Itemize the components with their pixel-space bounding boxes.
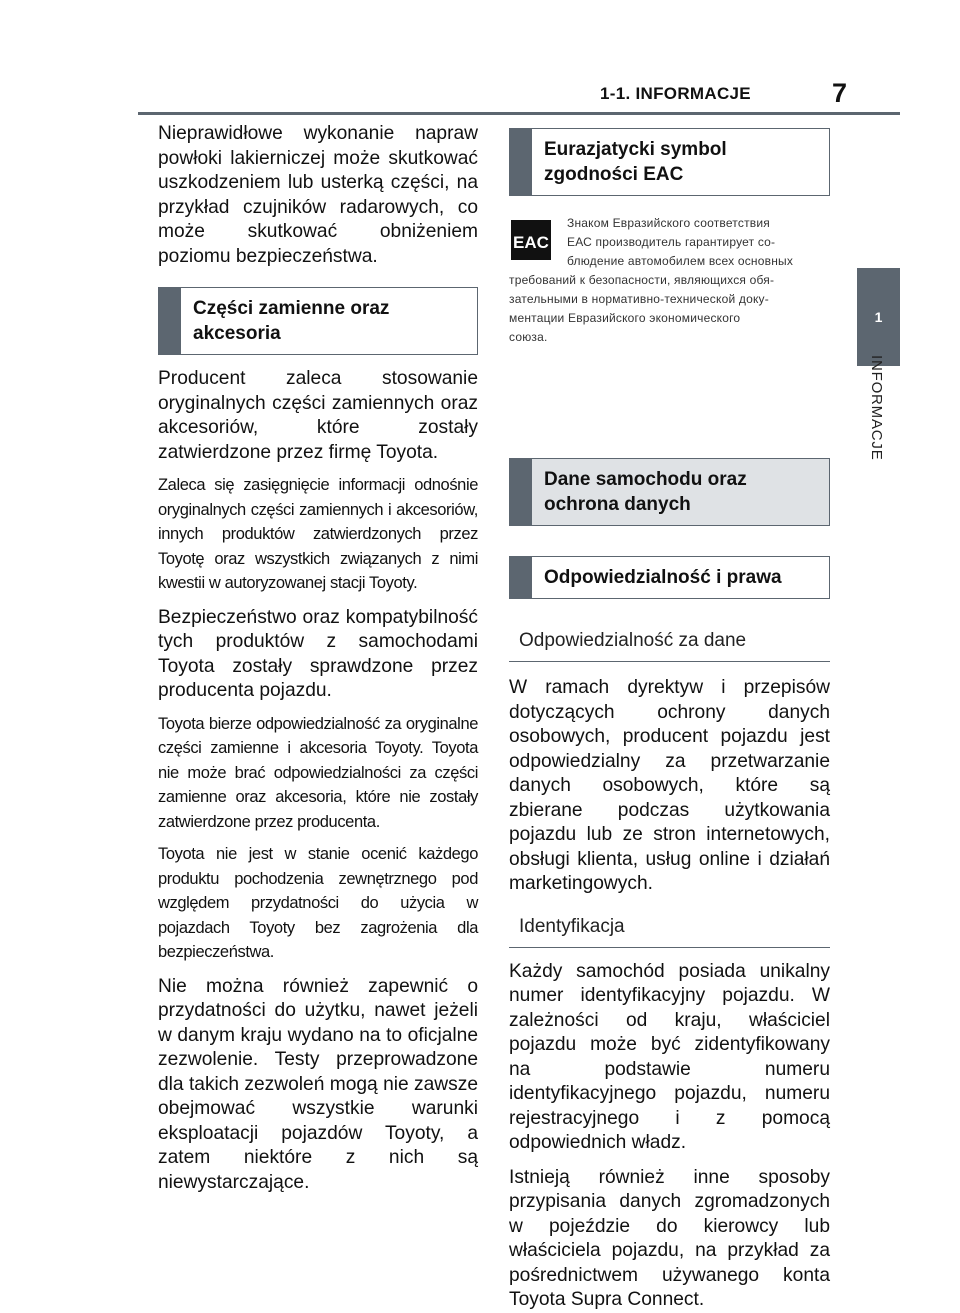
eac-text-line: союза. (509, 330, 548, 344)
spare-parts-heading (158, 287, 478, 355)
spare-parts-paragraph-5: Toyota nie jest w stanie ocenić każdego produktu pochodzenia zewnętrznego pod względem przydatności do użycia w pojazdach Toyoty bez zagrożenia dla bezpieczeństwa. (158, 845, 478, 961)
eac-text-line: ЕАС производитель гарантирует со- (567, 235, 776, 249)
eac-text-line: блюдение автомобилем всех основных (567, 254, 794, 268)
eac-text-line: Знаком Евразийского соответствия (567, 216, 770, 230)
spare-parts-heading-text: Części zamienne oraz akcesoria (193, 298, 390, 344)
intro-paragraph: Nieprawidłowe wykonanie napraw powłoki lakierniczej może skutkować uszkodzeniem lub usterką części, na przykład czujników radarowych, co może skutkować obniżeniem poziomu bezpieczeństwa. (158, 123, 478, 267)
eac-heading (509, 128, 830, 196)
data-responsibility-paragraph: W ramach dyrektyw i przepisów dotyczących ochrony danych osobowych, producent pojazdu jest odpowiedzialny za przetwarzanie danych osobowych, które są zbierane podczas użytkowania pojazdu lub ze stron internetowych, obsługi klienta, usług online i działań marketingowych. (509, 677, 830, 894)
eac-text-line: ментации Евразийского экономического (509, 311, 741, 325)
eac-russian-text (509, 214, 830, 347)
heading-bar (510, 459, 532, 525)
spare-parts-paragraph-2: Zaleca się zasięgnięcie informacji odnośnie oryginalnych części zamiennych i akcesoriów, innych produktów zatwierdzonych przez Toyotę oraz wszystkich związanych z nimi kwestii w autoryzowanej stacji Toyoty. (158, 476, 478, 592)
spare-parts-paragraph-1: Producent zaleca stosowanie oryginalnych części zamiennych oraz akcesoriów, które zostały zatwierdzone przez firmę Toyota. (158, 368, 478, 463)
eac-heading-text: Eurazjatycki symbol zgodności EAC (544, 139, 727, 185)
left-column (158, 122, 478, 1195)
spare-parts-paragraph-4: Toyota bierze odpowiedzialność za oryginalne części zamienne i akcesoria Toyoty. Toyota nie może brać odpowiedzialności za części zamienne oraz akcesoria, które nie zostały zatwierdzone przez producenta. (158, 714, 478, 831)
identification-paragraph-1: Każdy samochód posiada unikalny numer identyfikacyjny pojazdu. W zależności od kraju, właściciel pojazdu może być zidentyfikowany na podstawie numeru identyfikacyjnego pojazdu, numeru rejestracyjnego i z pomocą odpowiednich władz. (509, 960, 830, 1153)
identification-paragraph-2: Istnieją również inne sposoby przypisania danych zgromadzonych w pojeździe do kierowcy lub właściciela pojazdu, na przykład za pośrednictwem używanego konta Toyota Supra Connect. (509, 1166, 830, 1310)
eac-logo (511, 220, 551, 260)
identification-subheading: Identyfikacja (509, 915, 830, 948)
data-protection-heading-text: Dane samochodu oraz ochrona danych (544, 469, 747, 515)
data-protection-heading (509, 458, 830, 526)
spare-parts-paragraph-3: Bezpieczeństwo oraz kompatybilność tych produktów z samochodami Toyota zostały sprawdzone przez producenta pojazdu. (158, 606, 478, 701)
eac-logo-text: EAC (513, 233, 549, 252)
eac-text-line: зательными в нормативно-технической доку- (509, 292, 769, 306)
chapter-tab-label: INFORMACJE (868, 355, 885, 461)
page-number: 7 (832, 78, 848, 108)
data-responsibility-subheading: Odpowiedzialność za dane (509, 629, 830, 662)
heading-bar (510, 557, 532, 598)
heading-bar (510, 129, 532, 195)
spare-parts-paragraph-6: Nie można również zapewnić o przydatności do użytku, nawet jeżeli w danym kraju wydano na to oficjalne zezwolenie. Testy przeprowadzone dla takich zezwoleń mogą nie zawsze obejmować wszystkie warunki eksploatacji pojazdów Toyoty, a zatem niektóre z nich są niewystarczające. (158, 975, 478, 1193)
running-header-title: 1-1. INFORMACJE (600, 84, 751, 103)
heading-bar (159, 288, 181, 354)
responsibility-heading-text: Odpowiedzialność i prawa (544, 567, 782, 588)
eac-info-block (509, 214, 830, 344)
header-rule (138, 112, 900, 115)
right-column (509, 128, 830, 1313)
eac-text-line: требований к безопасности, являющихся обя- (509, 273, 775, 287)
responsibility-heading (509, 556, 830, 599)
chapter-tab: 1 (857, 268, 900, 366)
